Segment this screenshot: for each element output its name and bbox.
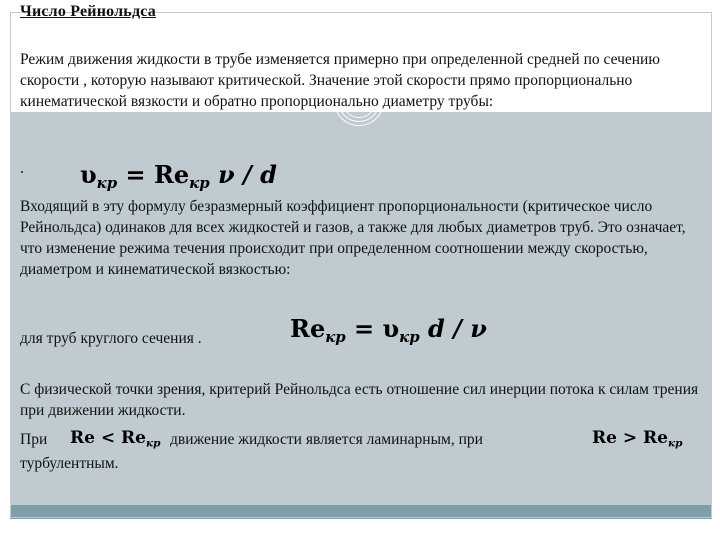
formula2-v-subscript: кр <box>399 328 420 347</box>
formula-critical-velocity <box>80 160 277 192</box>
formula-turbulent-condition <box>592 428 682 450</box>
label-round-pipes: для труб круглого сечения . <box>20 330 202 347</box>
formula-critical-reynolds <box>290 314 487 346</box>
page-title: Число Рейнольдса <box>20 3 156 20</box>
formula1-rhs: ν / d <box>209 160 277 189</box>
formula4-text: Re > Re <box>592 428 668 448</box>
formula-laminar-condition <box>70 428 160 450</box>
text-laminar-description: движение жидкости является ламинарным, при <box>170 431 483 448</box>
formula1-re-subscript: кр <box>189 174 210 193</box>
formula2-equals-v: = υ <box>345 314 400 343</box>
bullet-dot: . <box>20 160 24 177</box>
paragraph-dimensionless-coefficient: Входящий в эту формулу безразмерный коэффициент пропорциональности (критическое число Рейнольдса) одинаков для всех жидкостей и газов, а также для любых диаметров труб. Это означает, что изменение режима течения происходит при определенном соотношении между скоростью, диаметром и кинематической вязкостью: <box>20 198 686 278</box>
formula4-subscript: кр <box>667 437 683 450</box>
formula1-equals-re: = Re <box>117 160 190 189</box>
formula2-lhs-subscript: кр <box>325 328 346 347</box>
formula2-rhs: d / ν <box>419 314 487 343</box>
formula2-lhs: Re <box>290 314 326 343</box>
word-pri: При <box>20 431 48 448</box>
formula3-text: Re < Re <box>70 428 146 448</box>
paragraph-critical-velocity: Режим движения жидкости в трубе изменяется примерно при определенной средней по сечению скорости , которую называют критической. Значение этой скорости прямо пропорционально кинематической вязкости и обратно пропорционально диаметру трубы: <box>20 51 660 110</box>
formula1-lhs: υ <box>80 160 97 189</box>
formula3-subscript: кр <box>145 437 161 450</box>
text-turbulent: турбулентным. <box>20 455 119 472</box>
paragraph-physical-meaning: С физической точки зрения, критерий Рейнольдса есть отношение сил инерции потока к силам трения при движении жидкости. <box>20 381 699 419</box>
formula1-lhs-subscript: кр <box>96 174 118 193</box>
